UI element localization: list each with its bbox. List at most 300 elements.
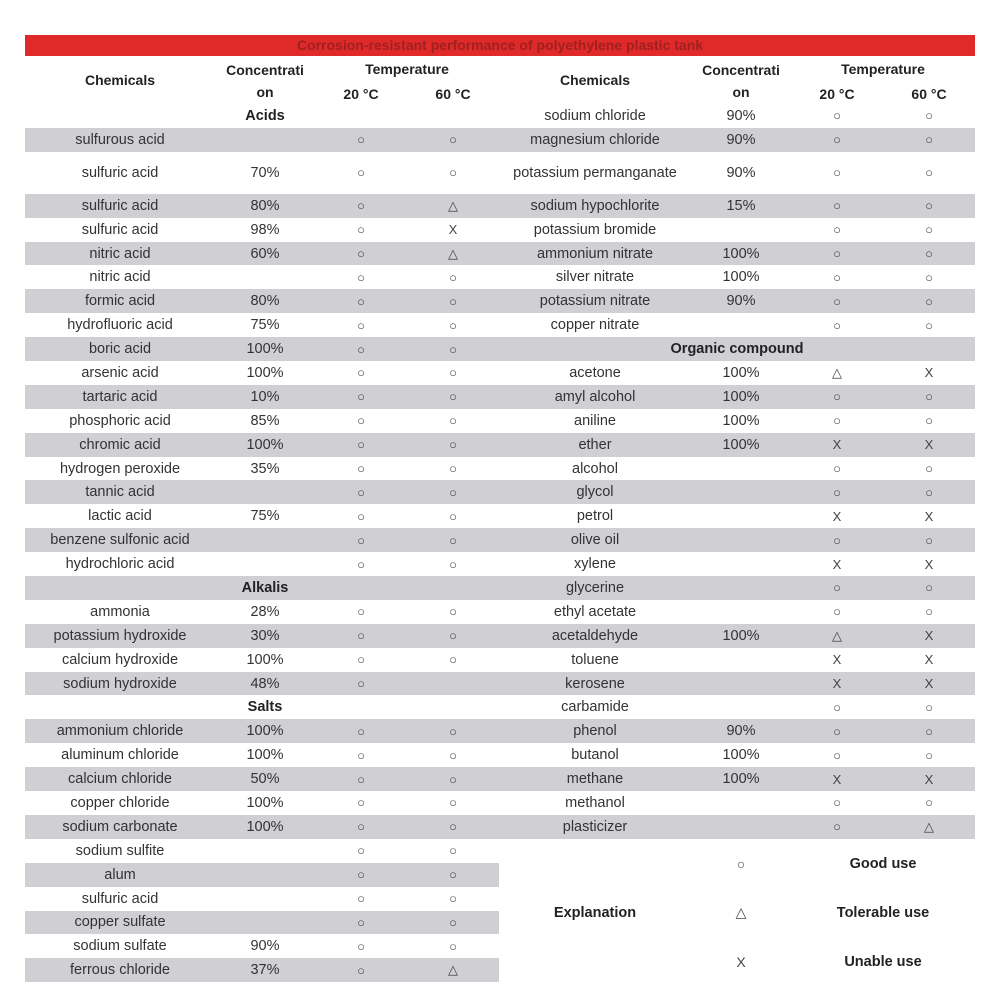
concentration: 100% bbox=[722, 269, 760, 286]
rating-60c: ○ bbox=[925, 317, 933, 333]
unable-symbol: X bbox=[736, 953, 746, 970]
section-title: Salts bbox=[247, 699, 283, 716]
rating-60c: ○ bbox=[925, 108, 933, 124]
section-title: Organic compound bbox=[670, 341, 804, 358]
concentration: 100% bbox=[246, 651, 284, 668]
table-title: Corrosion-resistant performance of polyethylene plastic tank bbox=[25, 35, 975, 56]
rating-20c: ○ bbox=[357, 914, 365, 930]
chemical-name: hydrogen peroxide bbox=[59, 460, 181, 477]
concentration: 100% bbox=[246, 723, 284, 740]
concentration-header-2: on bbox=[732, 84, 750, 100]
rating-60c: ○ bbox=[925, 198, 933, 214]
chemical-name: phenol bbox=[573, 723, 617, 740]
rating-20c: ○ bbox=[357, 771, 365, 787]
chemical-name: potassium nitrate bbox=[539, 293, 651, 310]
rating-60c: ○ bbox=[925, 293, 933, 309]
rating-20c: ○ bbox=[357, 843, 365, 859]
chemical-name: sulfurous acid bbox=[75, 131, 165, 148]
table-row bbox=[25, 242, 499, 266]
rating-20c: ○ bbox=[357, 962, 365, 978]
table-row bbox=[499, 695, 975, 719]
rating-60c: ○ bbox=[449, 341, 457, 357]
concentration: 90% bbox=[726, 723, 756, 740]
chemical-name: plasticizer bbox=[562, 818, 628, 835]
rating-20c: ○ bbox=[357, 246, 365, 261]
chemical-name: potassium hydroxide bbox=[53, 627, 187, 644]
rating-60c: X bbox=[924, 771, 934, 787]
table-row bbox=[499, 576, 975, 600]
concentration: 90% bbox=[250, 938, 280, 955]
chemical-name: olive oil bbox=[570, 532, 620, 549]
chemical-name: copper nitrate bbox=[550, 317, 640, 334]
chemical-name: sodium sulfate bbox=[73, 938, 167, 955]
right-header bbox=[499, 56, 975, 104]
rating-20c: ○ bbox=[357, 293, 365, 309]
rating-60c: ○ bbox=[449, 891, 457, 907]
chemical-name: toluene bbox=[571, 651, 619, 668]
rating-60c: X bbox=[924, 676, 934, 692]
rating-20c: ○ bbox=[833, 132, 841, 148]
concentration: 100% bbox=[246, 747, 284, 764]
rating-60c: △ bbox=[924, 818, 934, 834]
concentration: 100% bbox=[722, 771, 760, 788]
left-header bbox=[25, 56, 499, 104]
rating-60c: ○ bbox=[449, 365, 457, 381]
rating-20c: △ bbox=[832, 364, 842, 380]
chemical-name: kerosene bbox=[565, 675, 625, 692]
chemical-name: methane bbox=[566, 771, 624, 788]
rating-20c: ○ bbox=[833, 164, 841, 180]
temp-60-header: 60 °C bbox=[911, 86, 947, 102]
table-row bbox=[25, 385, 499, 409]
chemical-name: ammonia bbox=[90, 603, 150, 620]
rating-20c: ○ bbox=[357, 461, 365, 477]
concentration: 100% bbox=[722, 627, 760, 644]
rating-20c: ○ bbox=[357, 604, 365, 620]
chemical-name: boric acid bbox=[88, 341, 152, 358]
concentration: 100% bbox=[246, 436, 284, 453]
chemical-name: nitric acid bbox=[89, 269, 151, 286]
legend-text: Tolerable use bbox=[836, 904, 930, 921]
rating-20c: ○ bbox=[833, 580, 841, 596]
table-row bbox=[499, 128, 975, 152]
rating-20c: ○ bbox=[357, 317, 365, 333]
concentration: 100% bbox=[246, 341, 284, 358]
temperature-header: Temperature bbox=[841, 61, 925, 77]
tolerable-symbol: △ bbox=[735, 904, 747, 920]
table-row bbox=[25, 624, 499, 648]
rating-60c: ○ bbox=[449, 413, 457, 429]
chemical-name: acetone bbox=[569, 364, 621, 381]
table-row bbox=[499, 289, 975, 313]
table-row bbox=[25, 152, 499, 194]
rating-20c: ○ bbox=[357, 198, 365, 214]
legend-row bbox=[499, 888, 975, 937]
rating-60c: ○ bbox=[449, 508, 457, 524]
chemical-name: carbamide bbox=[561, 699, 629, 716]
rating-20c: ○ bbox=[357, 222, 365, 238]
rating-20c: ○ bbox=[357, 747, 365, 763]
rating-20c: ○ bbox=[833, 222, 841, 238]
rating-60c: ○ bbox=[925, 132, 933, 148]
rating-60c: ○ bbox=[925, 580, 933, 596]
table-row bbox=[25, 911, 499, 935]
table-row bbox=[25, 743, 499, 767]
rating-60c: △ bbox=[448, 245, 458, 261]
rating-60c: ○ bbox=[925, 795, 933, 811]
rating-60c: X bbox=[448, 222, 458, 238]
concentration: 48% bbox=[250, 675, 280, 692]
rating-20c: ○ bbox=[833, 699, 841, 715]
table-row bbox=[499, 218, 975, 242]
table-row bbox=[499, 672, 975, 696]
rating-20c: ○ bbox=[833, 532, 841, 548]
rating-20c: ○ bbox=[833, 293, 841, 309]
rating-20c: ○ bbox=[357, 269, 365, 285]
rating-20c: ○ bbox=[833, 246, 841, 261]
temp-20-header: 20 °C bbox=[819, 86, 855, 102]
concentration: 90% bbox=[726, 131, 756, 148]
concentration: 75% bbox=[250, 317, 280, 334]
table-row bbox=[25, 128, 499, 152]
section-header bbox=[25, 576, 499, 600]
chemical-name: magnesium chloride bbox=[530, 131, 660, 148]
table-row bbox=[25, 672, 499, 696]
chemical-name: chromic acid bbox=[79, 436, 161, 453]
chemical-name: butanol bbox=[571, 747, 619, 764]
concentration: 100% bbox=[246, 794, 284, 811]
rating-20c: ○ bbox=[357, 891, 365, 907]
rating-20c: ○ bbox=[833, 198, 841, 214]
table-row bbox=[25, 648, 499, 672]
rating-20c: ○ bbox=[833, 723, 841, 739]
rating-20c: ○ bbox=[357, 341, 365, 357]
concentration: 100% bbox=[722, 412, 760, 429]
chemical-name: tannic acid bbox=[85, 484, 155, 501]
table-row bbox=[25, 719, 499, 743]
table-row bbox=[25, 528, 499, 552]
legend-text: Good use bbox=[849, 855, 917, 872]
concentration: 85% bbox=[250, 412, 280, 429]
temp-60-header: 60 °C bbox=[435, 86, 471, 102]
table-row bbox=[25, 480, 499, 504]
rating-20c: ○ bbox=[357, 484, 365, 500]
table-row bbox=[499, 528, 975, 552]
rating-20c: ○ bbox=[833, 108, 841, 124]
rating-20c: ○ bbox=[357, 795, 365, 811]
legend-label: Explanation bbox=[553, 904, 637, 921]
table-row bbox=[499, 385, 975, 409]
rating-60c: ○ bbox=[925, 461, 933, 477]
table-row bbox=[499, 504, 975, 528]
rating-60c: ○ bbox=[449, 389, 457, 405]
rating-20c: ○ bbox=[833, 604, 841, 620]
chemical-name: silver nitrate bbox=[555, 269, 635, 286]
table-row bbox=[499, 265, 975, 289]
chemical-name: petrol bbox=[576, 508, 614, 525]
chemical-name: aniline bbox=[574, 412, 616, 429]
chemical-name: sulfuric acid bbox=[81, 221, 159, 238]
rating-60c: X bbox=[924, 556, 934, 572]
concentration: 100% bbox=[722, 245, 760, 262]
chemical-name: tartaric acid bbox=[82, 388, 158, 405]
table-row bbox=[25, 863, 499, 887]
left-table bbox=[25, 56, 499, 982]
left-table-body bbox=[25, 104, 499, 982]
table-row bbox=[25, 433, 499, 457]
rating-20c: ○ bbox=[357, 389, 365, 405]
concentration: 100% bbox=[722, 747, 760, 764]
table-row bbox=[499, 648, 975, 672]
table-row bbox=[25, 457, 499, 481]
concentration: 90% bbox=[726, 293, 756, 310]
chemical-name: acetaldehyde bbox=[551, 627, 639, 644]
rating-60c: ○ bbox=[449, 819, 457, 835]
rating-20c: ○ bbox=[833, 819, 841, 835]
table-row bbox=[25, 289, 499, 313]
concentration: 98% bbox=[250, 221, 280, 238]
table-row bbox=[25, 887, 499, 911]
table-row bbox=[25, 337, 499, 361]
table-row bbox=[499, 624, 975, 648]
chemical-name: glycol bbox=[576, 484, 614, 501]
chemical-name: sulfuric acid bbox=[81, 890, 159, 907]
concentration: 90% bbox=[726, 164, 756, 181]
section-title: Acids bbox=[245, 107, 285, 124]
chemical-name: glycerine bbox=[565, 579, 625, 596]
rating-60c: ○ bbox=[449, 293, 457, 309]
table-row bbox=[499, 433, 975, 457]
chemical-name: hydrochloric acid bbox=[65, 556, 175, 573]
rating-60c: ○ bbox=[449, 317, 457, 333]
table-row bbox=[499, 719, 975, 743]
rating-60c: ○ bbox=[925, 389, 933, 405]
chemical-name: sodium hydroxide bbox=[63, 675, 177, 692]
table-row bbox=[499, 600, 975, 624]
rating-60c: ○ bbox=[449, 843, 457, 859]
chemical-name: ethyl acetate bbox=[553, 603, 637, 620]
rating-60c: ○ bbox=[449, 867, 457, 883]
table-row bbox=[499, 361, 975, 385]
chemical-name: xylene bbox=[574, 556, 616, 573]
section-header bbox=[499, 337, 975, 361]
rating-60c: X bbox=[924, 628, 934, 644]
legend-text: Unable use bbox=[844, 953, 922, 970]
chemical-name: ether bbox=[578, 436, 612, 453]
concentration-header-1: Concentrati bbox=[702, 62, 780, 78]
rating-20c: X bbox=[832, 508, 842, 524]
rating-20c: ○ bbox=[357, 676, 365, 692]
table-row bbox=[25, 958, 499, 982]
chemical-name: lactic acid bbox=[88, 508, 152, 525]
rating-60c: ○ bbox=[449, 164, 457, 180]
table-row bbox=[25, 791, 499, 815]
rating-20c: X bbox=[832, 437, 842, 453]
rating-60c: △ bbox=[448, 197, 458, 213]
chemical-name: ammonium chloride bbox=[56, 723, 184, 740]
rating-20c: ○ bbox=[357, 819, 365, 835]
rating-60c: X bbox=[924, 508, 934, 524]
section-title: Alkalis bbox=[241, 579, 289, 596]
rating-20c: ○ bbox=[357, 413, 365, 429]
chemical-name: sulfuric acid bbox=[81, 197, 159, 214]
chemical-name: potassium permanganate bbox=[513, 164, 677, 181]
rating-60c: ○ bbox=[925, 747, 933, 763]
rating-60c: ○ bbox=[449, 795, 457, 811]
rating-20c: ○ bbox=[833, 795, 841, 811]
table-row bbox=[25, 194, 499, 218]
rating-60c: ○ bbox=[449, 532, 457, 548]
good-symbol: ○ bbox=[736, 855, 746, 872]
concentration: 10% bbox=[250, 388, 280, 405]
table-row bbox=[499, 767, 975, 791]
rating-60c: ○ bbox=[449, 604, 457, 620]
rating-60c: ○ bbox=[449, 747, 457, 763]
chemical-name: methanol bbox=[565, 794, 625, 811]
chemical-name: ferrous chloride bbox=[70, 962, 170, 979]
rating-20c: ○ bbox=[357, 556, 365, 572]
rating-60c: ○ bbox=[449, 938, 457, 954]
concentration: 75% bbox=[250, 508, 280, 525]
rating-60c: ○ bbox=[449, 484, 457, 500]
chemical-name: sodium sulfite bbox=[75, 842, 165, 859]
table-row bbox=[499, 409, 975, 433]
rating-20c: ○ bbox=[357, 365, 365, 381]
concentration: 80% bbox=[250, 197, 280, 214]
chemical-name: potassium bromide bbox=[533, 221, 657, 238]
rating-20c: ○ bbox=[357, 164, 365, 180]
rating-60c: X bbox=[924, 365, 934, 381]
rating-20c: ○ bbox=[833, 413, 841, 429]
concentration: 100% bbox=[722, 436, 760, 453]
table-row bbox=[25, 265, 499, 289]
chemicals-header: Chemicals bbox=[84, 72, 156, 88]
table-row bbox=[25, 504, 499, 528]
table-row bbox=[25, 600, 499, 624]
rating-20c: ○ bbox=[833, 317, 841, 333]
table-row bbox=[499, 480, 975, 504]
rating-20c: ○ bbox=[357, 652, 365, 668]
chemical-name: nitric acid bbox=[89, 245, 151, 262]
rating-20c: ○ bbox=[357, 938, 365, 954]
rating-60c: ○ bbox=[449, 132, 457, 148]
table-row bbox=[499, 552, 975, 576]
table-row bbox=[499, 152, 975, 194]
table-row bbox=[499, 313, 975, 337]
rating-60c: ○ bbox=[449, 914, 457, 930]
concentration-header-2: on bbox=[256, 84, 274, 100]
concentration: 28% bbox=[250, 603, 280, 620]
chemical-name: benzene sulfonic acid bbox=[50, 532, 190, 549]
chemical-name: copper sulfate bbox=[74, 914, 166, 931]
right-table-body bbox=[499, 104, 975, 839]
legend-row bbox=[499, 937, 975, 986]
chemical-name: hydrofluoric acid bbox=[67, 317, 173, 334]
rating-60c: ○ bbox=[925, 246, 933, 261]
table-row bbox=[499, 457, 975, 481]
rating-60c: ○ bbox=[925, 604, 933, 620]
chemical-name: arsenic acid bbox=[81, 364, 159, 381]
table-row bbox=[25, 839, 499, 863]
rating-20c: ○ bbox=[357, 532, 365, 548]
rating-20c: X bbox=[832, 652, 842, 668]
concentration: 15% bbox=[726, 197, 756, 214]
legend-row bbox=[499, 839, 975, 888]
concentration: 70% bbox=[250, 164, 280, 181]
section-header bbox=[25, 695, 499, 719]
rating-60c: ○ bbox=[449, 437, 457, 453]
concentration: 60% bbox=[250, 245, 280, 262]
rating-20c: ○ bbox=[357, 723, 365, 739]
rating-60c: ○ bbox=[449, 269, 457, 285]
chemical-name: amyl alcohol bbox=[554, 388, 636, 405]
table-row bbox=[25, 934, 499, 958]
table-row bbox=[25, 218, 499, 242]
table-row bbox=[499, 194, 975, 218]
rating-60c: X bbox=[924, 437, 934, 453]
table-row bbox=[25, 815, 499, 839]
rating-60c: ○ bbox=[925, 164, 933, 180]
rating-60c: ○ bbox=[925, 269, 933, 285]
concentration: 90% bbox=[726, 107, 756, 124]
legend bbox=[499, 839, 975, 986]
rating-60c: ○ bbox=[925, 699, 933, 715]
temperature-header: Temperature bbox=[365, 61, 449, 77]
chemical-name: sodium hypochlorite bbox=[530, 197, 660, 214]
table-row bbox=[25, 552, 499, 576]
rating-60c: ○ bbox=[925, 723, 933, 739]
table-row bbox=[25, 767, 499, 791]
section-header bbox=[25, 104, 499, 128]
chemical-name: ammonium nitrate bbox=[536, 245, 654, 262]
concentration: 30% bbox=[250, 627, 280, 644]
rating-20c: ○ bbox=[833, 389, 841, 405]
rating-20c: ○ bbox=[357, 508, 365, 524]
rating-20c: ○ bbox=[833, 747, 841, 763]
table-row bbox=[25, 313, 499, 337]
chemical-name: calcium hydroxide bbox=[61, 651, 179, 668]
chemical-name: sodium carbonate bbox=[62, 818, 178, 835]
rating-60c: ○ bbox=[449, 628, 457, 644]
concentration: 100% bbox=[246, 364, 284, 381]
rating-60c: X bbox=[924, 652, 934, 668]
chemical-name: sulfuric acid bbox=[81, 164, 159, 181]
right-table bbox=[499, 56, 975, 839]
rating-20c: ○ bbox=[833, 461, 841, 477]
chemicals-header: Chemicals bbox=[559, 72, 631, 88]
table-row bbox=[499, 791, 975, 815]
chemical-name: calcium chloride bbox=[68, 771, 172, 788]
rating-20c: ○ bbox=[833, 269, 841, 285]
table-row bbox=[499, 104, 975, 128]
rating-60c: ○ bbox=[449, 771, 457, 787]
rating-60c: ○ bbox=[925, 484, 933, 500]
concentration-header-1: Concentrati bbox=[226, 62, 304, 78]
chemical-name: copper chloride bbox=[70, 794, 170, 811]
rating-20c: ○ bbox=[357, 437, 365, 453]
rating-20c: ○ bbox=[357, 628, 365, 644]
table-row bbox=[499, 242, 975, 266]
temp-20-header: 20 °C bbox=[343, 86, 379, 102]
chemical-name: sodium chloride bbox=[544, 107, 646, 124]
concentration: 100% bbox=[722, 364, 760, 381]
rating-60c: ○ bbox=[925, 532, 933, 548]
chemical-name: formic acid bbox=[84, 293, 156, 310]
rating-20c: ○ bbox=[357, 867, 365, 883]
concentration: 100% bbox=[722, 388, 760, 405]
rating-60c: ○ bbox=[925, 222, 933, 238]
rating-60c: ○ bbox=[449, 652, 457, 668]
